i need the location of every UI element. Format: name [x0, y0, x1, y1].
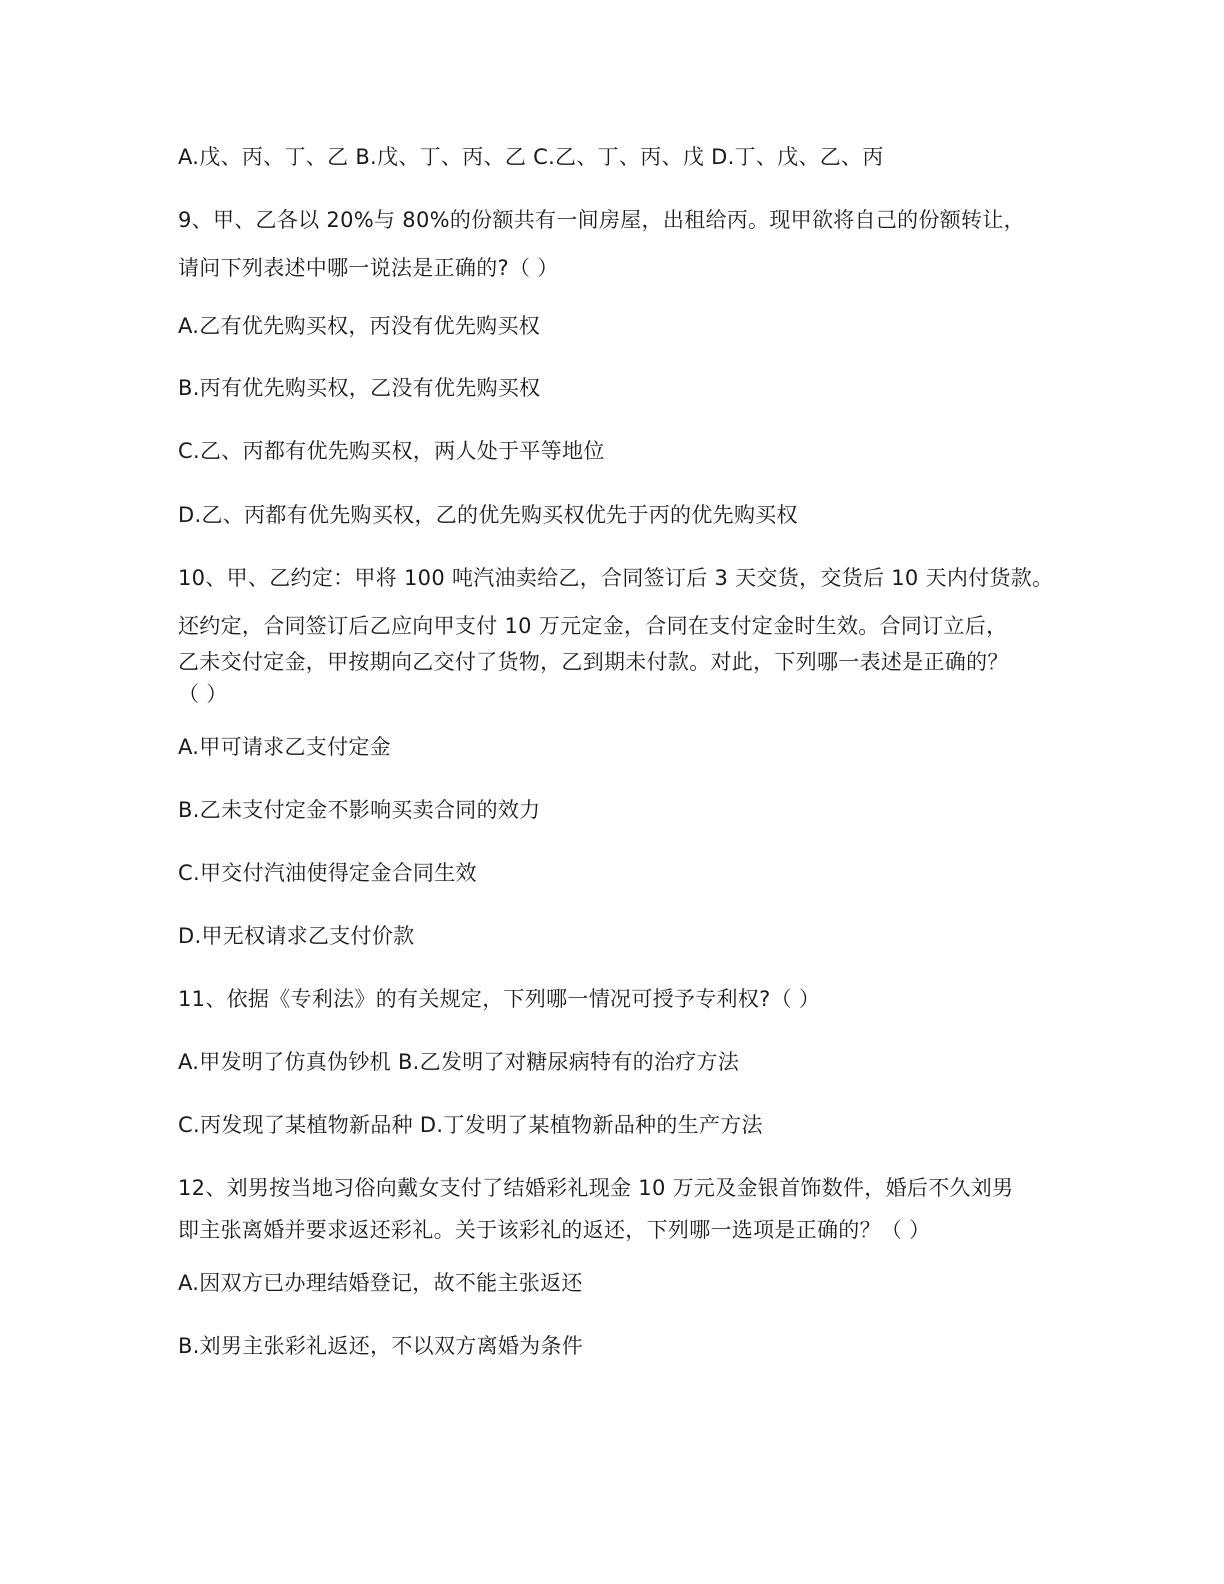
- q9-stem-line-1: 9、甲、乙各以 20%与 80%的份额共有一间房屋，出租给丙。现甲欲将自己的份额转让，: [178, 208, 1025, 232]
- q12-option-a: A.因双方已办理结婚登记，故不能主张返还: [178, 1271, 583, 1295]
- q9-stem-line-2: 请问下列表述中哪一说法是正确的?（ ）: [178, 256, 559, 280]
- q10-stem-line-2: 还约定，合同签订后乙应向甲支付 10 万元定金，合同在支付定金时生效。合同订立后，: [178, 614, 1008, 638]
- q8-options: A.戊、丙、丁、乙 B.戊、丁、丙、乙 C.乙、丁、丙、戊 D.丁、戊、乙、丙: [178, 145, 884, 169]
- q12-stem-line-2: 即主张离婚并要求返还彩礼。关于该彩礼的返还，下列哪一选项是正确的？（ ）: [178, 1218, 931, 1242]
- q10-option-d: D.甲无权请求乙支付价款: [178, 924, 415, 948]
- q9-option-c: C.乙、丙都有优先购买权，两人处于平等地位: [178, 439, 605, 463]
- q10-option-b: B.乙未支付定金不影响买卖合同的效力: [178, 798, 541, 822]
- q9-option-a: A.乙有优先购买权，丙没有优先购买权: [178, 314, 541, 338]
- q12-option-b: B.刘男主张彩礼返还，不以双方离婚为条件: [178, 1334, 584, 1358]
- q10-option-c: C.甲交付汽油使得定金合同生效: [178, 861, 477, 885]
- q9-option-b: B.丙有优先购买权，乙没有优先购买权: [178, 376, 541, 400]
- q10-stem-line-4: （ ）: [178, 682, 228, 706]
- q11-options-cd: C.丙发现了某植物新品种 D.丁发明了某植物新品种的生产方法: [178, 1113, 763, 1137]
- q11-stem: 11、依据《专利法》的有关规定，下列哪一情况可授予专利权?（ ）: [178, 987, 821, 1011]
- q10-option-a: A.甲可请求乙支付定金: [178, 735, 391, 759]
- q9-option-d: D.乙、丙都有优先购买权，乙的优先购买权优先于丙的优先购买权: [178, 503, 798, 527]
- q10-stem-line-1: 10、甲、乙约定：甲将 100 吨汽油卖给乙，合同签订后 3 天交货，交货后 10 天内付货款。: [178, 566, 1054, 590]
- q10-stem-line-3: 乙未交付定金，甲按期向乙交付了货物，乙到期未付款。对此，下列哪一表述是正确的？: [178, 650, 1009, 674]
- q12-stem-line-1: 12、刘男按当地习俗向戴女支付了结婚彩礼现金 10 万元及金银首饰数件，婚后不久刘男: [178, 1176, 1014, 1200]
- q11-options-ab: A.甲发明了仿真伪钞机 B.乙发明了对糖尿病特有的治疗方法: [178, 1050, 740, 1074]
